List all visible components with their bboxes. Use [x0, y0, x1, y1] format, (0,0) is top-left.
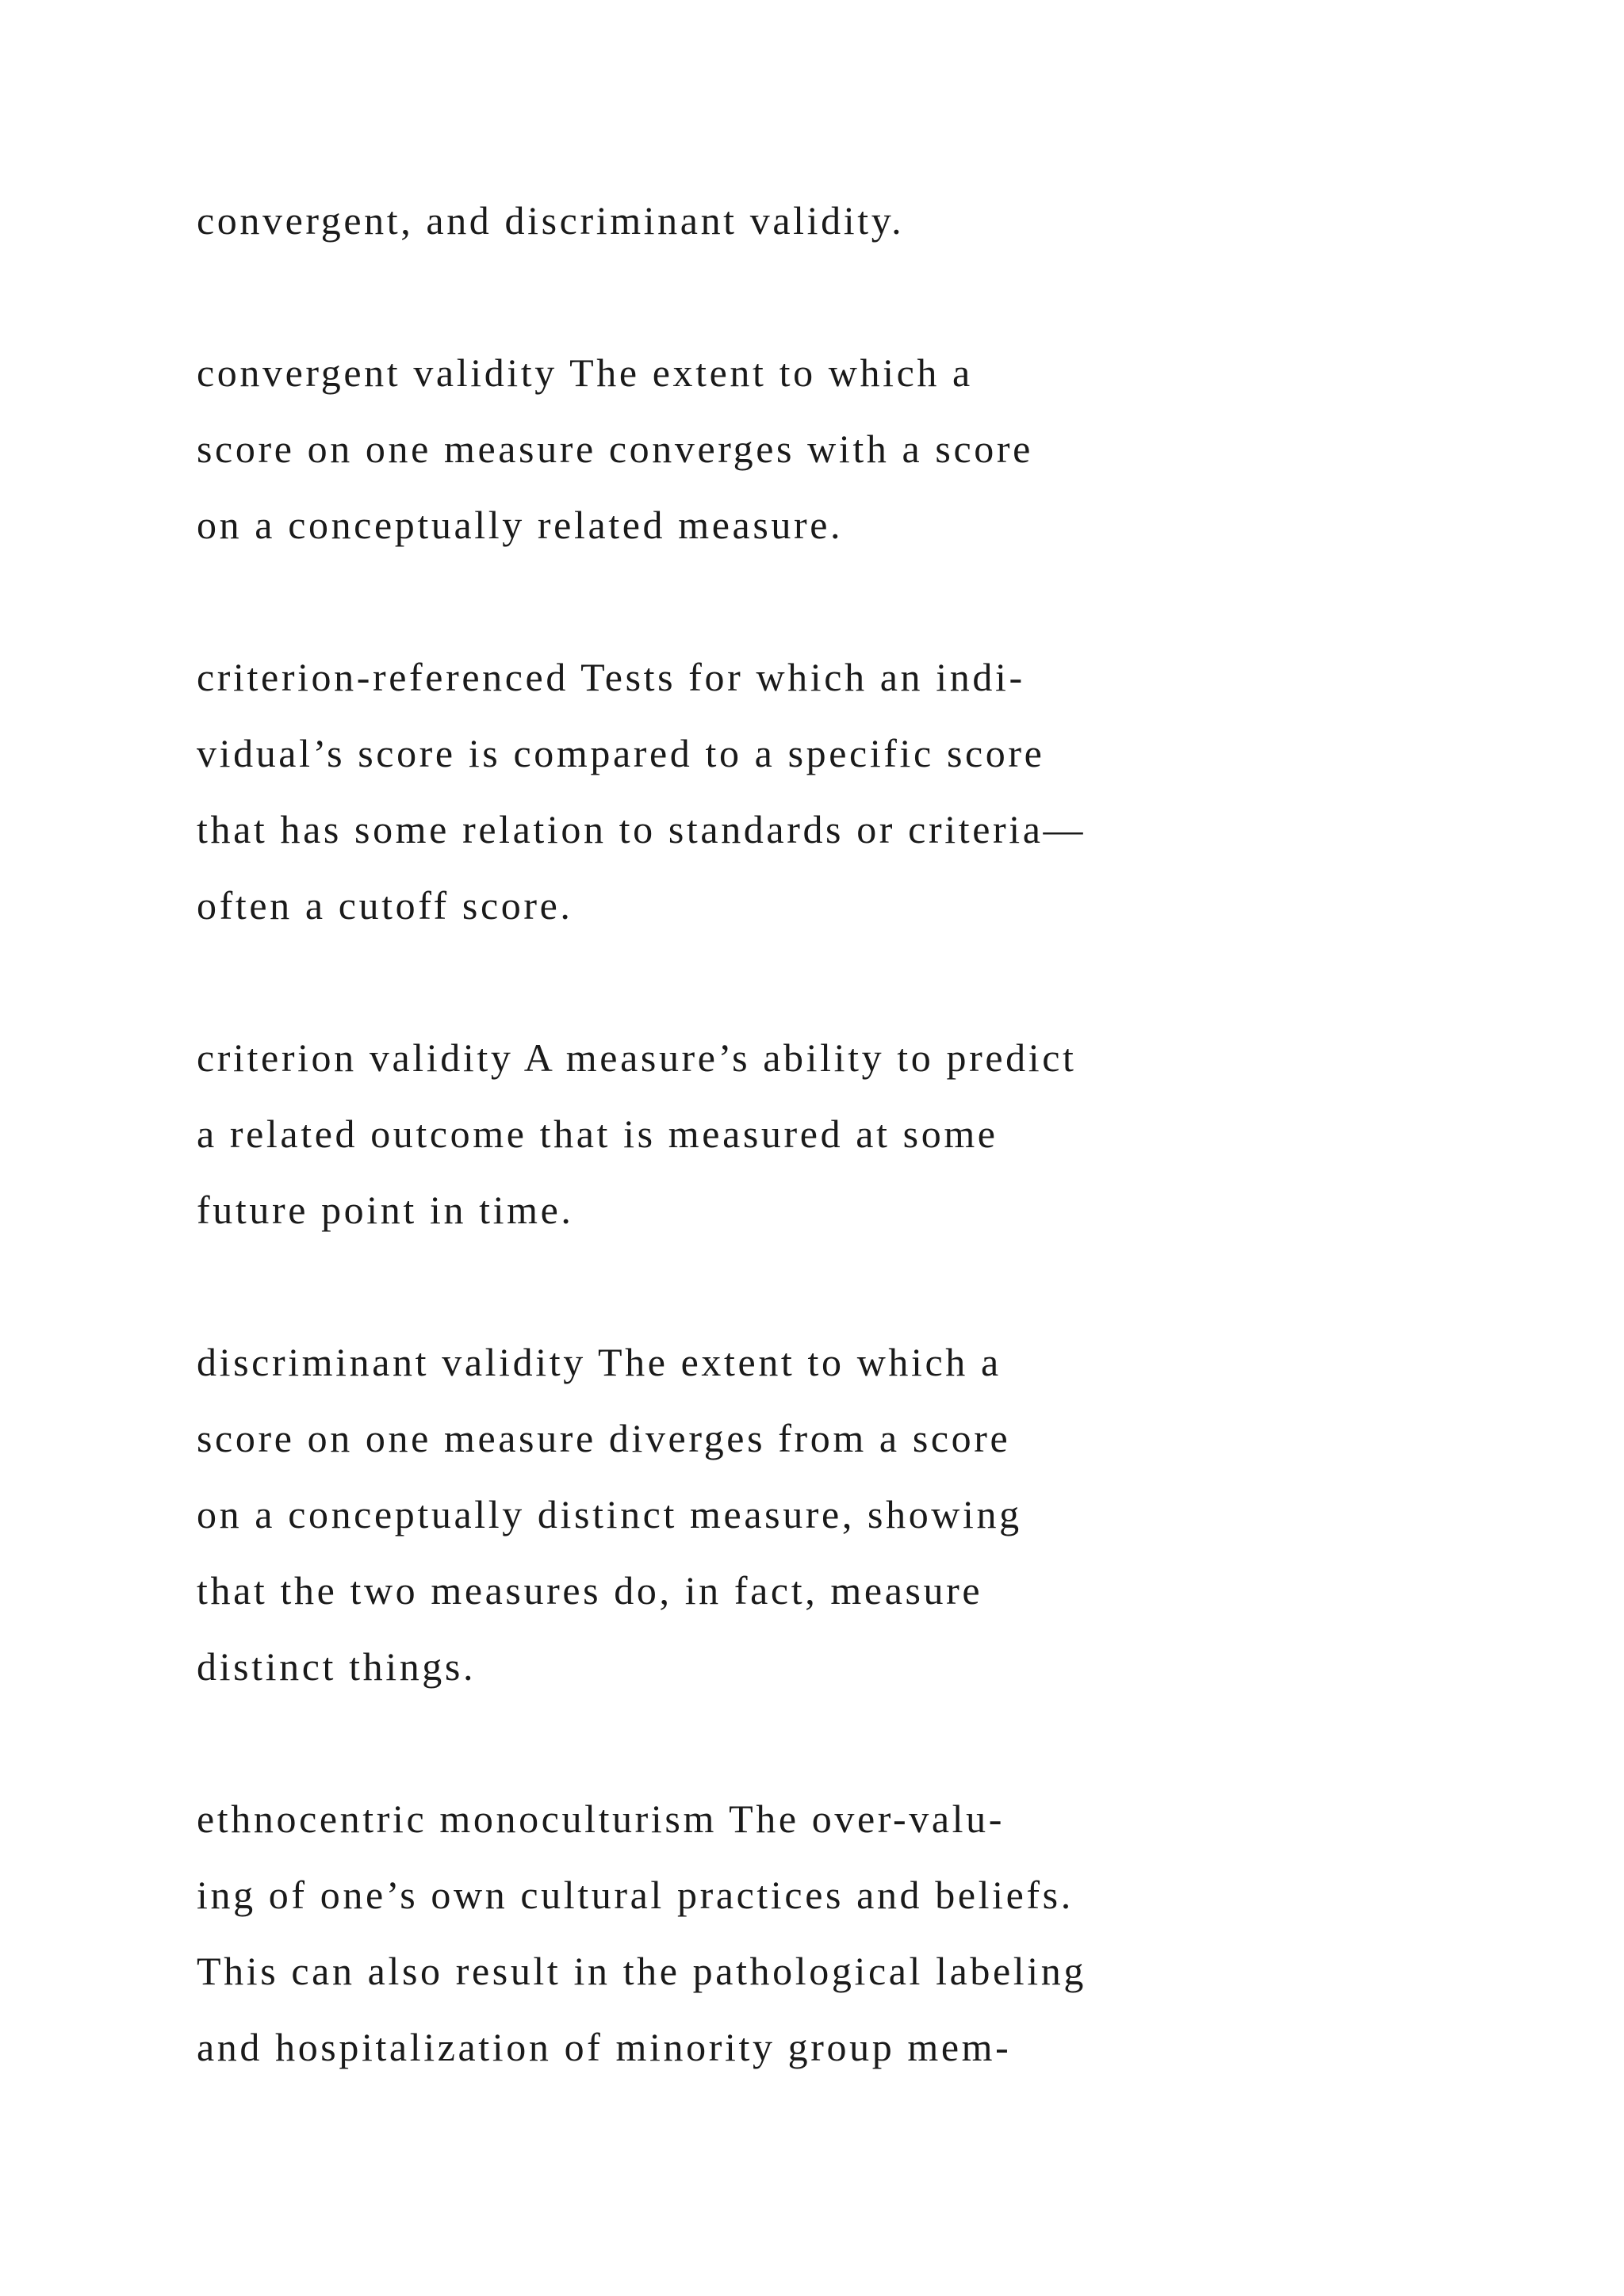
text-line: future point in time.	[197, 1188, 574, 1232]
text-line: This can also result in the pathological labeling	[197, 1949, 1086, 1993]
text-line: discriminant validity The extent to which a	[197, 1340, 1002, 1384]
glossary-entry-criterion-validity	[197, 1020, 1386, 1248]
document-page	[197, 182, 1386, 2161]
text-line: ethnocentric monoculturism The over-valu-	[197, 1797, 1005, 1841]
glossary-entry-ethnocentric-monoculturism	[197, 1781, 1386, 2085]
text-line: score on one measure converges with a score	[197, 427, 1033, 471]
text-line: vidual’s score is compared to a specific score	[197, 731, 1045, 775]
text-line: often a cutoff score.	[197, 883, 573, 928]
text-line: and hospitalization of minority group mem-	[197, 2025, 1012, 2069]
text-line: convergent, and discriminant validity.	[197, 198, 905, 243]
text-line: that has some relation to standards or criteria—	[197, 807, 1086, 851]
text-line: that the two measures do, in fact, measure	[197, 1568, 983, 1613]
text-line: score on one measure diverges from a score	[197, 1416, 1011, 1460]
text-line: criterion-referenced Tests for which an indi-	[197, 655, 1025, 699]
text-line: on a conceptually distinct measure, showing	[197, 1492, 1022, 1536]
text-line: a related outcome that is measured at some	[197, 1112, 998, 1156]
text-line: ing of one’s own cultural practices and beliefs.	[197, 1873, 1074, 1917]
glossary-entry-criterion-referenced	[197, 639, 1386, 943]
paragraph-fragment	[197, 182, 1386, 258]
text-line: distinct things.	[197, 1644, 477, 1689]
glossary-entry-convergent-validity	[197, 335, 1386, 563]
glossary-entry-discriminant-validity	[197, 1324, 1386, 1705]
text-line: convergent validity The extent to which a	[197, 350, 973, 395]
text-line: criterion validity A measure’s ability to predict	[197, 1035, 1077, 1080]
text-line: on a conceptually related measure.	[197, 503, 844, 547]
